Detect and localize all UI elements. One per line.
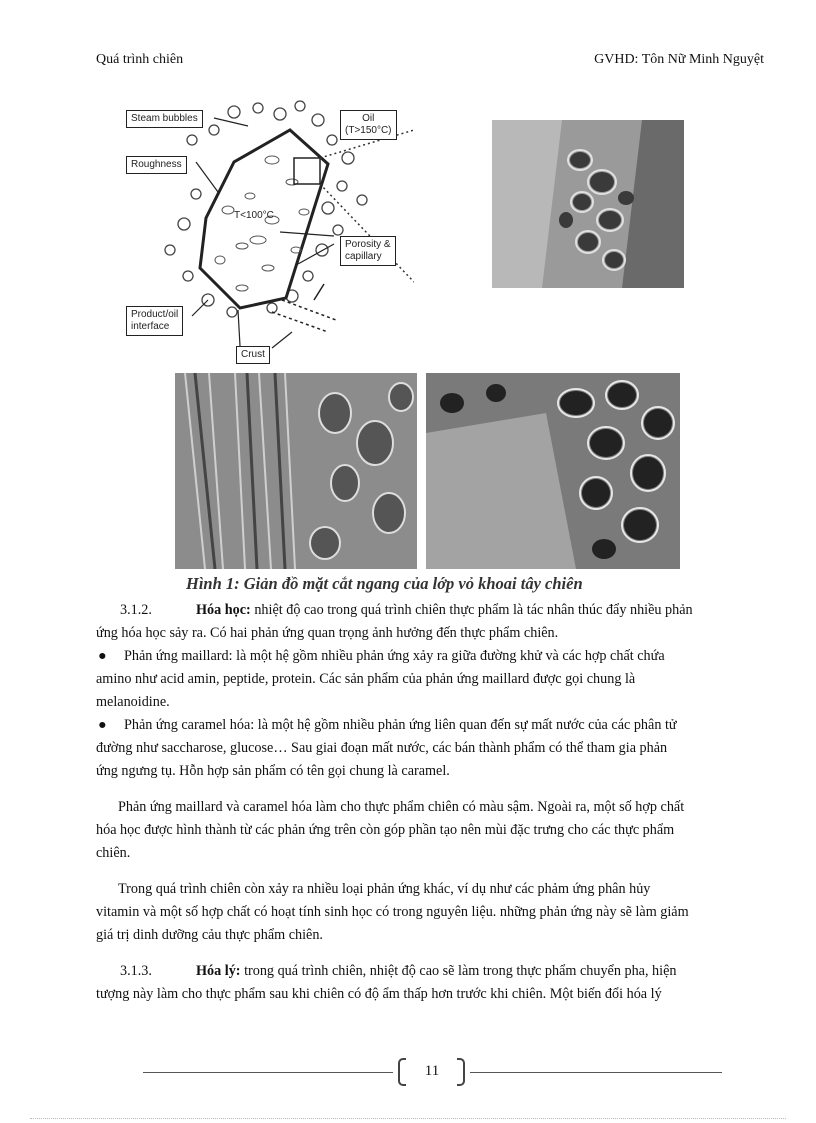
section-313-line-2: tượng này làm cho thực phẩm sau khi chiên có độ ẩm thấp hơn trước khi chiên. Một biến đổi hóa lý	[96, 986, 662, 1002]
label-oil	[340, 110, 397, 140]
paragraph-2-line-1	[96, 878, 766, 901]
bullet-caramel-text-1: Phản ứng caramel hóa: là một hệ gồm nhiều phản ứng liên quan đến sự mất nước của các phân tử	[124, 717, 677, 733]
bullet-maillard	[96, 645, 766, 714]
section-312-number: 3.1.2.	[120, 602, 152, 618]
bullet-caramel	[96, 714, 766, 783]
paragraph-2-line-3: giá trị dinh dưỡng cảu thực phẩm chiên.	[96, 927, 323, 943]
label-porosity	[340, 236, 396, 266]
footer-rule-right	[470, 1072, 722, 1073]
micrograph-3-drawing	[426, 373, 680, 569]
label-porosity-line2: capillary	[345, 251, 382, 262]
micrograph-cross-section-left	[175, 373, 417, 569]
section-313-text-1: trong quá trình chiên, nhiệt độ cao sẽ làm trong thực phẩm chuyển pha, hiện	[240, 963, 677, 979]
paragraph-2-text-1: Trong quá trình chiên còn xảy ra nhiều loại phản ứng khác, ví dụ như các phảm ứng phân hủy	[118, 881, 651, 897]
bullet-dot-icon: ●	[98, 717, 107, 733]
section-313-number: 3.1.3.	[120, 963, 152, 979]
label-oil-temp: (T>150°C)	[345, 125, 392, 136]
crust-cross-section-diagram	[122, 100, 414, 368]
paragraph-1-text-1: Phản ứng maillard và caramel hóa làm cho thực phẩm chiên có màu sậm. Ngoài ra, một số hợp chất	[118, 799, 685, 815]
label-roughness: Roughness	[126, 156, 187, 174]
page-number: 11	[424, 1063, 440, 1079]
section-312-line-2: ứng hóa học sảy ra. Có hai phản ứng quan trọng ảnh hưởng đến thực phẩm chiên.	[96, 625, 559, 641]
header-title: Quá trình chiên	[96, 52, 184, 67]
micrograph-crust-closeup	[492, 120, 684, 288]
bullet-maillard-line-2: amino như acid amin, peptide, protein. Các sản phẩm của phản ứng maillard được gọi chung là	[96, 671, 636, 687]
micrograph-cross-section-right	[426, 373, 680, 569]
bullet-maillard-line-1	[96, 645, 766, 668]
micrograph-2-drawing	[175, 373, 417, 569]
section-313-line-1	[96, 960, 766, 983]
label-inner-temp: T<100°C	[234, 210, 274, 221]
paragraph-1-line-2: hóa học được hình thành từ các phản ứng trên còn góp phần tạo nên mùi đặc trưng cho các thực phẩm	[96, 822, 675, 838]
label-steam-bubbles: Steam bubbles	[126, 110, 203, 128]
section-312	[96, 599, 766, 645]
page-bottom-border	[30, 1118, 786, 1119]
bullet-maillard-line-3: melanoidine.	[96, 694, 170, 710]
bullet-maillard-text-1: Phản ứng maillard: là một hệ gồm nhiều phản ứng xảy ra giữa đường khử và các hợp chất chứa	[124, 648, 665, 664]
label-interface-line1: Product/oil	[131, 309, 179, 320]
label-oil-name: Oil	[362, 113, 375, 124]
section-312-text-1: nhiệt độ cao trong quá trình chiên thực phẩm là tác nhân thúc đẩy nhiều phản	[250, 602, 693, 618]
label-interface-line2: interface	[131, 321, 170, 332]
paragraph-other-reactions	[96, 878, 766, 947]
section-313-heading: Hóa lý:	[196, 963, 241, 979]
label-porosity-line1: Porosity &	[345, 239, 391, 250]
section-313	[96, 960, 766, 1006]
bullet-caramel-line-2: đường như saccharose, glucose… Sau giai đoạn mất nước, các bán thành phẩm có thể tham gia phản	[96, 740, 668, 756]
paragraph-2-line-2: vitamin và một số hợp chất có hoạt tính sinh học có trong nguyên liệu. những phản ứng này sẽ làm giảm	[96, 904, 689, 920]
micrograph-1-drawing	[492, 120, 684, 288]
paragraph-maillard-caramel	[96, 796, 766, 865]
bullet-caramel-line-1	[96, 714, 766, 737]
bullet-dot-icon: ●	[98, 648, 107, 664]
bullet-caramel-line-3: ứng ngưng tụ. Hỗn hợp sản phẩm có tên gọi chung là caramel.	[96, 763, 450, 779]
header-instructor: GVHD: Tôn Nữ Minh Nguyệt	[594, 52, 764, 67]
paragraph-1-line-3: chiên.	[96, 845, 131, 861]
figure-caption: Hình 1: Giản đồ mặt cắt ngang của lớp vỏ khoai tây chiên	[186, 574, 583, 593]
paragraph-1-line-1	[96, 796, 766, 819]
section-312-line-1	[96, 599, 766, 622]
section-312-heading: Hóa học:	[196, 602, 251, 618]
label-crust: Crust	[236, 346, 270, 364]
label-product-oil-interface	[126, 306, 183, 336]
footer-rule-left	[143, 1072, 393, 1073]
